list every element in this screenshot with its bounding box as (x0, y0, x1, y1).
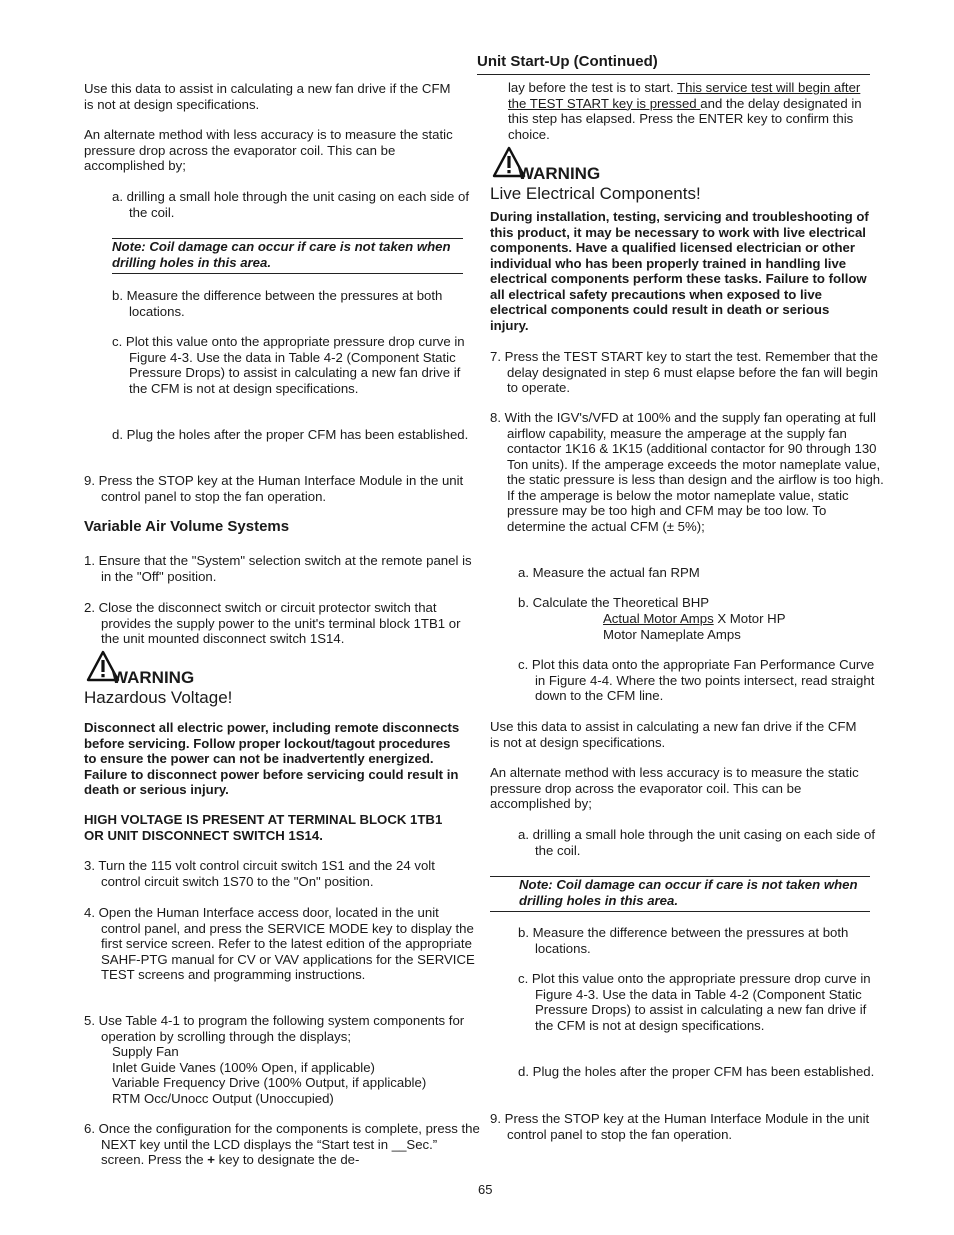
vav-step-2: 2. Close the disconnect switch or circuit protector switch that provides the supply power to the unit's terminal block 1TB1 or the unit mounted disconnect switch 1S14. (84, 600, 461, 646)
list-item: Inlet Guide Vanes (100% Open, if applicable) (112, 1059, 375, 1075)
left-note-bottom-rule (112, 273, 463, 274)
formula-denominator: Motor Nameplate Amps (603, 626, 741, 642)
header-rule (477, 74, 870, 75)
step-8: 8. With the IGV's/VFD at 100% and the supply fan operating at full airflow capability, measure the amperage at the supply fan contactor 1K16 & 1K15 (additional contactor for 90 through 130 Ton units). If the amperage exceeds the motor nameplate value, the static pressure is less than design and the airflow is too high. If the amperage is below the motor nameplate value, static pressure may be too high and CFM may be too low. To determine the actual CFM (± 5%); (490, 410, 884, 534)
left-step-d: d. Plug the holes after the proper CFM has been established. (112, 427, 469, 442)
step-8b: b. Calculate the Theoretical BHP (518, 595, 710, 610)
left-step-b: b. Measure the difference between the pressures at both locations. (112, 288, 443, 319)
left-warning-body: Disconnect all electric power, including remote disconnects before servicing. Follow proper lockout/tagout procedures to ensure the power can not be inadvertently energized. Failure to disconnect power before servicing could result in death or serious injury. (84, 720, 460, 797)
right-step-9: 9. Press the STOP key at the Human Interface Module in the unit control panel to stop the fan operation. (490, 1111, 870, 1142)
plus-key: + (207, 1152, 215, 1167)
step-7: 7. Press the TEST START key to start the test. Remember that the delay designated in step 6 must elapse before the fan will begin to operate. (490, 349, 878, 395)
right-intro-2: An alternate method with less accuracy is to measure the static pressure drop across the evaporator coil. This can be accomplished by; (490, 765, 859, 811)
list-item: Supply Fan (112, 1044, 179, 1059)
left-intro-2: An alternate method with less accuracy is to measure the static pressure drop across the evaporator coil. This can be accomplished by; (84, 127, 453, 173)
vav-step-4: 4. Open the Human Interface access door, located in the unit control panel, and press the SERVICE MODE key to display the first service screen. Refer to the latest edition of the appropriate SAHF-PTG manual for CV or VAV applications for the SERVICE TEST screens and programming instructions. (84, 905, 475, 982)
left-warning-word: WARNING (112, 668, 195, 687)
step-6-continued (508, 80, 868, 142)
left-step-9: 9. Press the STOP key at the Human Interface Module in the unit control panel to stop the fan operation. (84, 473, 464, 504)
continued-underlined: This service test will begin after the TEST START key is pressed (508, 80, 861, 111)
vav-step-3: 3. Turn the 115 volt control circuit switch 1S1 and the 24 volt control circuit switch 1S70 to the "On" position. (84, 858, 435, 889)
formula-numerator: Actual Motor Amps (603, 611, 714, 626)
right-coil-note: Note: Coil damage can occur if care is not taken when drilling holes in this area. (519, 877, 858, 908)
right-warning-word: WARNING (518, 164, 601, 183)
continued-text: lay before the test is to start. (508, 80, 678, 95)
left-step-a: a. drilling a small hole through the unit casing on each side of the coil. (112, 189, 470, 220)
right-note-bottom-rule (490, 911, 870, 912)
formula-multiplier: X Motor HP (713, 611, 786, 626)
vav-heading: Variable Air Volume Systems (84, 518, 290, 535)
continued-text-end: and the delay designated in this step has elapsed. Press the ENTER key to confirm this choice. (508, 95, 862, 142)
high-voltage-notice: HIGH VOLTAGE IS PRESENT AT TERMINAL BLOCK 1TB1 OR UNIT DISCONNECT SWITCH 1S14. (84, 812, 443, 843)
left-step-c: c. Plot this value onto the appropriate pressure drop curve in Figure 4-3. Use the data in Table 4-2 (Component Static Pressure Drops) to assist in calculating a new fan drive if the CFM is not at design specifications. (112, 334, 465, 396)
vav-step-5: 5. Use Table 4-1 to program the following system components for operation by scrolling through the displays; (84, 1013, 465, 1044)
right-intro-1: Use this data to assist in calculating a new fan drive if the CFM is not at design specifications. (490, 719, 857, 750)
step-8a: a. Measure the actual fan RPM (518, 565, 700, 580)
vav-step-6-text-end: key to designate the de- (214, 1152, 360, 1167)
section-title: Unit Start-Up (Continued) (477, 53, 658, 70)
formula-numerator-line (603, 611, 863, 627)
vav-step-1: 1. Ensure that the "System" selection switch at the remote panel is in the "Off" position. (84, 553, 472, 584)
right-warning-title: Live Electrical Components! (490, 184, 701, 203)
list-item: Variable Frequency Drive (100% Output, if applicable) (112, 1075, 427, 1090)
right-step-d: d. Plug the holes after the proper CFM has been established. (518, 1064, 875, 1079)
bhp-formula (603, 611, 863, 642)
left-intro-1: Use this data to assist in calculating a new fan drive if the CFM is not at design specifications. (84, 81, 451, 112)
vav-step-6-text: 6. Once the configuration for the components is complete, press the NEXT key until the LCD displays the “Start test in __Sec.” screen. Press the (84, 1121, 480, 1167)
right-warning-body: During installation, testing, servicing and troubleshooting of this product, it may be necessary to work with live electrical components. Have a qualified licensed electrician or other individual who has been properly trained in handling live electrical components perform these tasks. Failure to follow all electrical safety precautions when exposed to live electrical components could result in death or serious injury. (490, 209, 869, 333)
right-step-b: b. Measure the difference between the pressures at both locations. (518, 925, 849, 956)
vav-step-5-list (112, 1044, 462, 1106)
left-warning-title: Hazardous Voltage! (84, 688, 233, 707)
right-step-a: a. drilling a small hole through the unit casing on each side of the coil. (518, 827, 876, 858)
vav-step-6 (84, 1121, 481, 1168)
list-item: RTM Occ/Unocc Output (Unoccupied) (112, 1090, 334, 1106)
step-8c: c. Plot this data onto the appropriate Fan Performance Curve in Figure 4-4. Where the two points intersect, read straight down to the CFM line. (518, 657, 875, 703)
right-step-c: c. Plot this value onto the appropriate pressure drop curve in Figure 4-3. Use the data in Table 4-2 (Component Static Pressure Drops) to assist in calculating a new fan drive if the CFM is not at design specifications. (518, 971, 871, 1033)
left-coil-note: Note: Coil damage can occur if care is not taken when drilling holes in this area. (112, 239, 451, 270)
page-number: 65 (478, 1182, 493, 1197)
